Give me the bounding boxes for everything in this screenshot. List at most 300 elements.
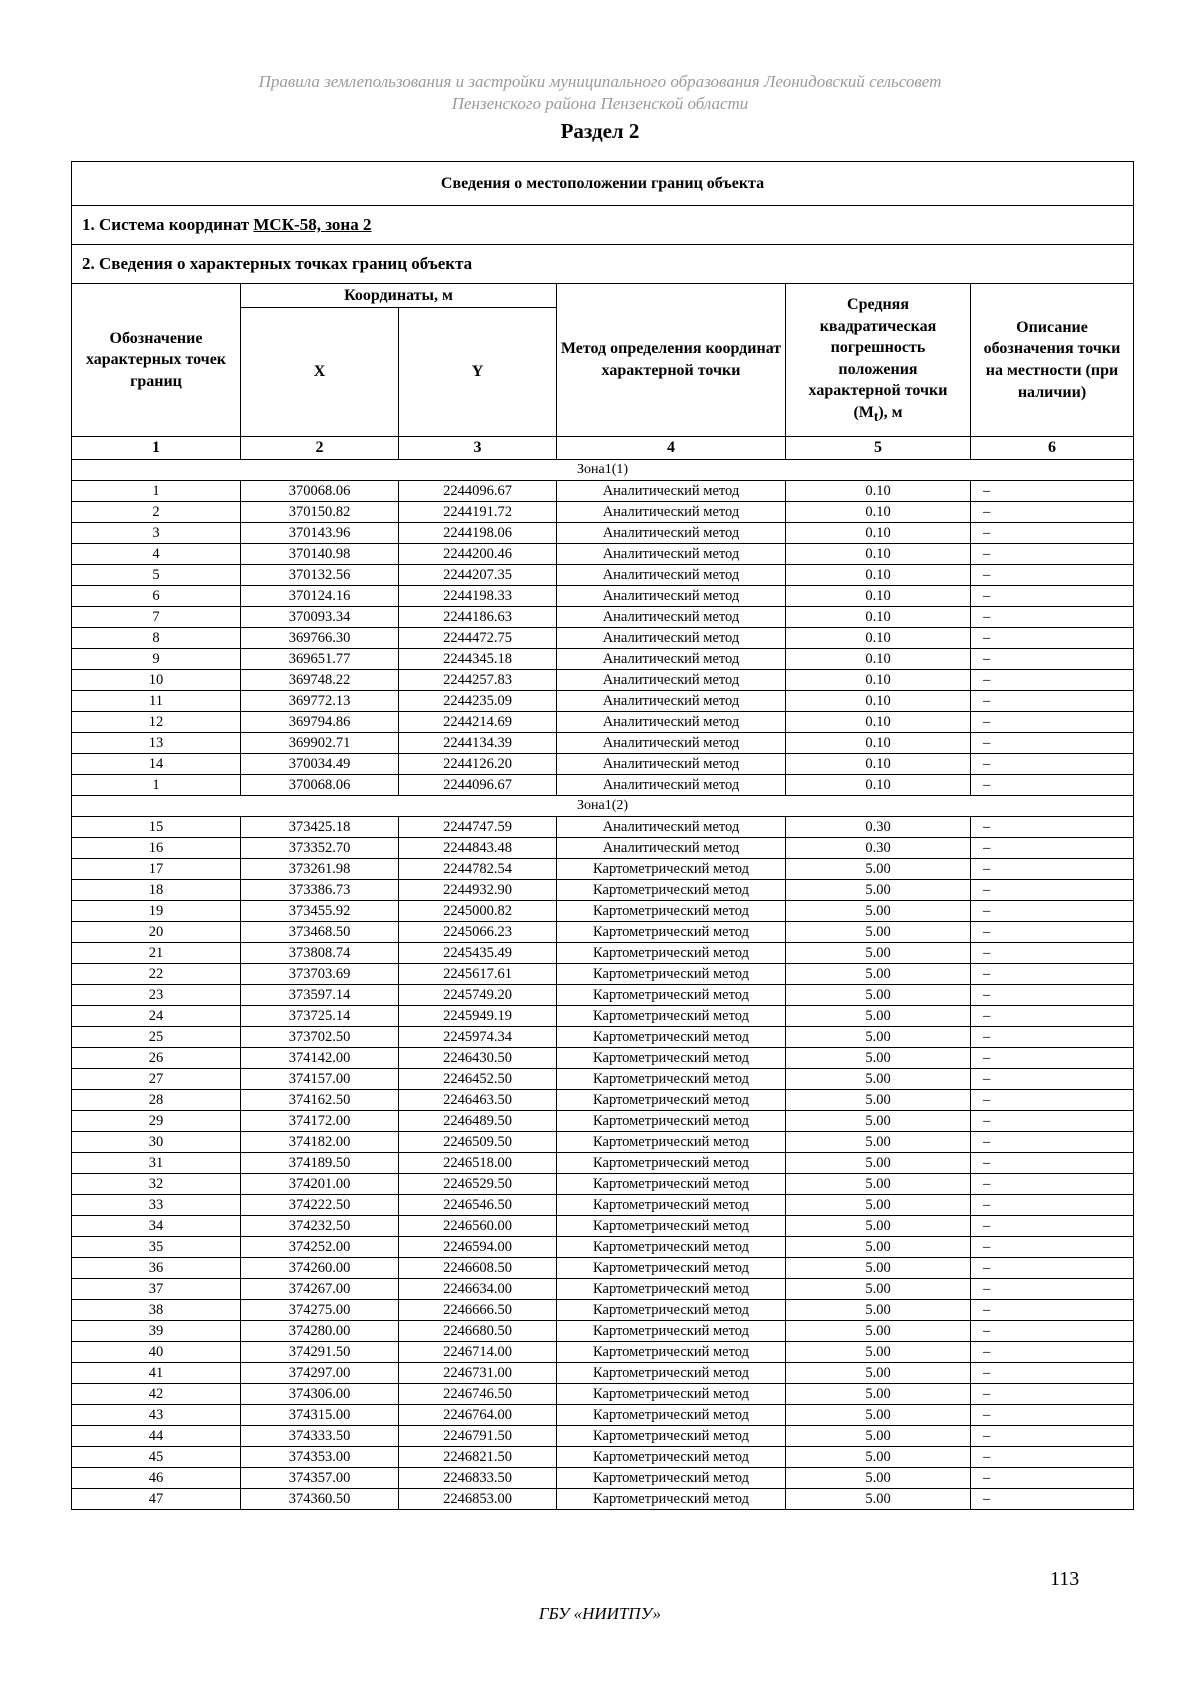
y-cell: 2244932.90 — [399, 880, 557, 901]
method-cell: Картометрический метод — [557, 1027, 786, 1048]
error-cell: 5.00 — [786, 1237, 971, 1258]
table-row — [72, 523, 1134, 544]
x-cell: 374189.50 — [241, 1153, 399, 1174]
point-id-cell: 25 — [72, 1027, 241, 1048]
point-id-cell: 30 — [72, 1132, 241, 1153]
x-cell: 369766.30 — [241, 628, 399, 649]
error-cell: 0.10 — [786, 754, 971, 775]
error-cell: 0.10 — [786, 670, 971, 691]
point-id-cell: 28 — [72, 1090, 241, 1111]
method-cell: Картометрический метод — [557, 1006, 786, 1027]
header-error-subscript: t — [873, 409, 879, 425]
x-cell: 373702.50 — [241, 1027, 399, 1048]
description-cell: – — [971, 1258, 1134, 1279]
point-id-cell: 22 — [72, 964, 241, 985]
description-cell: – — [971, 1447, 1134, 1468]
table-row — [72, 1489, 1134, 1510]
description-cell: – — [971, 880, 1134, 901]
x-cell: 374360.50 — [241, 1489, 399, 1510]
x-cell: 373703.69 — [241, 964, 399, 985]
point-id-cell: 45 — [72, 1447, 241, 1468]
description-cell: – — [971, 1405, 1134, 1426]
error-cell: 0.10 — [786, 481, 971, 502]
method-cell: Картометрический метод — [557, 901, 786, 922]
x-cell: 374252.00 — [241, 1237, 399, 1258]
header-error-text: Средняя квадратическая погрешность положения характерной точки (M — [808, 295, 948, 421]
method-cell: Аналитический метод — [557, 523, 786, 544]
point-id-cell: 47 — [72, 1489, 241, 1510]
description-cell: – — [971, 1321, 1134, 1342]
table-row — [72, 775, 1134, 796]
table-row — [72, 1426, 1134, 1447]
point-id-cell: 7 — [72, 607, 241, 628]
description-cell: – — [971, 712, 1134, 733]
y-cell: 2245974.34 — [399, 1027, 557, 1048]
y-cell: 2244747.59 — [399, 817, 557, 838]
description-cell: – — [971, 1216, 1134, 1237]
point-id-cell: 38 — [72, 1300, 241, 1321]
y-cell: 2245949.19 — [399, 1006, 557, 1027]
x-cell: 373725.14 — [241, 1006, 399, 1027]
y-cell: 2245435.49 — [399, 943, 557, 964]
method-cell: Картометрический метод — [557, 1195, 786, 1216]
description-cell: – — [971, 1237, 1134, 1258]
method-cell: Картометрический метод — [557, 1384, 786, 1405]
error-cell: 0.30 — [786, 817, 971, 838]
x-cell: 373425.18 — [241, 817, 399, 838]
error-cell: 5.00 — [786, 1153, 971, 1174]
point-id-cell: 36 — [72, 1258, 241, 1279]
description-cell: – — [971, 775, 1134, 796]
method-cell: Картометрический метод — [557, 943, 786, 964]
method-cell: Картометрический метод — [557, 1090, 786, 1111]
y-cell: 2244472.75 — [399, 628, 557, 649]
x-cell: 370068.06 — [241, 481, 399, 502]
footer: ГБУ «НИИТПУ» — [538, 1604, 662, 1623]
y-cell: 2246821.50 — [399, 1447, 557, 1468]
x-cell: 374280.00 — [241, 1321, 399, 1342]
y-cell: 2246529.50 — [399, 1174, 557, 1195]
error-cell: 5.00 — [786, 943, 971, 964]
column-number: 3 — [399, 437, 557, 460]
boundary-points-table — [71, 161, 1134, 1510]
error-cell: 5.00 — [786, 1468, 971, 1489]
error-cell: 5.00 — [786, 1006, 971, 1027]
y-cell: 2244191.72 — [399, 502, 557, 523]
point-id-cell: 44 — [72, 1426, 241, 1447]
error-cell: 5.00 — [786, 922, 971, 943]
description-cell: – — [971, 1027, 1134, 1048]
y-cell: 2244257.83 — [399, 670, 557, 691]
y-cell: 2246746.50 — [399, 1384, 557, 1405]
point-id-cell: 5 — [72, 565, 241, 586]
error-cell: 5.00 — [786, 1090, 971, 1111]
point-id-cell: 16 — [72, 838, 241, 859]
x-cell: 370034.49 — [241, 754, 399, 775]
y-cell: 2246430.50 — [399, 1048, 557, 1069]
error-cell: 0.10 — [786, 691, 971, 712]
method-cell: Аналитический метод — [557, 607, 786, 628]
method-cell: Аналитический метод — [557, 754, 786, 775]
zone-row — [72, 796, 1134, 817]
table-row — [72, 565, 1134, 586]
x-cell: 374275.00 — [241, 1300, 399, 1321]
error-cell: 5.00 — [786, 1384, 971, 1405]
point-id-cell: 23 — [72, 985, 241, 1006]
y-cell: 2244126.20 — [399, 754, 557, 775]
x-cell: 373597.14 — [241, 985, 399, 1006]
y-cell: 2244096.67 — [399, 481, 557, 502]
method-cell: Картометрический метод — [557, 1258, 786, 1279]
x-cell: 369794.86 — [241, 712, 399, 733]
y-cell: 2246509.50 — [399, 1132, 557, 1153]
x-cell: 374201.00 — [241, 1174, 399, 1195]
column-number: 4 — [557, 437, 786, 460]
y-cell: 2244235.09 — [399, 691, 557, 712]
table-row — [72, 817, 1134, 838]
x-cell: 374142.00 — [241, 1048, 399, 1069]
method-cell: Картометрический метод — [557, 1153, 786, 1174]
x-cell: 374306.00 — [241, 1384, 399, 1405]
point-id-cell: 4 — [72, 544, 241, 565]
y-cell: 2244096.67 — [399, 775, 557, 796]
description-cell: – — [971, 943, 1134, 964]
x-cell: 374182.00 — [241, 1132, 399, 1153]
x-cell: 370068.06 — [241, 775, 399, 796]
y-cell: 2245749.20 — [399, 985, 557, 1006]
table-row — [72, 607, 1134, 628]
x-cell: 370124.16 — [241, 586, 399, 607]
method-cell: Картометрический метод — [557, 1447, 786, 1468]
table-row — [72, 649, 1134, 670]
method-cell: Аналитический метод — [557, 817, 786, 838]
table-row — [72, 1237, 1134, 1258]
y-cell: 2246452.50 — [399, 1069, 557, 1090]
table-row — [72, 1300, 1134, 1321]
point-id-cell: 18 — [72, 880, 241, 901]
description-cell: – — [971, 1426, 1134, 1447]
description-cell: – — [971, 922, 1134, 943]
point-id-cell: 39 — [72, 1321, 241, 1342]
error-cell: 0.30 — [786, 838, 971, 859]
y-cell: 2244214.69 — [399, 712, 557, 733]
error-cell: 0.10 — [786, 565, 971, 586]
error-cell: 5.00 — [786, 859, 971, 880]
table-row — [72, 733, 1134, 754]
description-cell: – — [971, 901, 1134, 922]
error-cell: 0.10 — [786, 733, 971, 754]
x-cell: 374267.00 — [241, 1279, 399, 1300]
table-row — [72, 502, 1134, 523]
description-cell: – — [971, 1489, 1134, 1510]
table-row — [72, 922, 1134, 943]
method-cell: Картометрический метод — [557, 922, 786, 943]
column-number: 1 — [72, 437, 241, 460]
method-cell: Картометрический метод — [557, 985, 786, 1006]
point-id-cell: 46 — [72, 1468, 241, 1489]
error-cell: 5.00 — [786, 880, 971, 901]
point-id-cell: 40 — [72, 1342, 241, 1363]
point-id-cell: 17 — [72, 859, 241, 880]
error-cell: 5.00 — [786, 1216, 971, 1237]
method-cell: Аналитический метод — [557, 670, 786, 691]
x-cell: 374315.00 — [241, 1405, 399, 1426]
description-cell: – — [971, 733, 1134, 754]
point-id-cell: 19 — [72, 901, 241, 922]
description-cell: – — [971, 649, 1134, 670]
section-title: Раздел 2 — [560, 119, 640, 143]
description-cell: – — [971, 1300, 1134, 1321]
table-row — [72, 1321, 1134, 1342]
table-row — [72, 1342, 1134, 1363]
error-cell: 5.00 — [786, 1426, 971, 1447]
error-cell: 5.00 — [786, 1132, 971, 1153]
description-cell: – — [971, 628, 1134, 649]
point-id-cell: 10 — [72, 670, 241, 691]
point-id-cell: 41 — [72, 1363, 241, 1384]
description-cell: – — [971, 1069, 1134, 1090]
running-header-line-2: Пензенского района Пензенской области — [451, 94, 749, 113]
method-cell: Картометрический метод — [557, 1048, 786, 1069]
coordinate-system-row — [72, 206, 1134, 245]
y-cell: 2245000.82 — [399, 901, 557, 922]
table-row — [72, 586, 1134, 607]
x-cell: 374353.00 — [241, 1447, 399, 1468]
y-cell: 2246463.50 — [399, 1090, 557, 1111]
point-id-cell: 20 — [72, 922, 241, 943]
error-cell: 5.00 — [786, 1174, 971, 1195]
point-id-cell: 37 — [72, 1279, 241, 1300]
description-cell: – — [971, 1090, 1134, 1111]
method-cell: Аналитический метод — [557, 691, 786, 712]
table-row — [72, 481, 1134, 502]
description-cell: – — [971, 1153, 1134, 1174]
method-cell: Картометрический метод — [557, 1237, 786, 1258]
y-cell: 2246546.50 — [399, 1195, 557, 1216]
y-cell: 2244207.35 — [399, 565, 557, 586]
description-cell: – — [971, 586, 1134, 607]
x-cell: 374162.50 — [241, 1090, 399, 1111]
description-cell: – — [971, 1384, 1134, 1405]
error-cell: 5.00 — [786, 1027, 971, 1048]
table-row — [72, 1258, 1134, 1279]
y-cell: 2244186.63 — [399, 607, 557, 628]
table-row — [72, 1153, 1134, 1174]
error-cell: 0.10 — [786, 775, 971, 796]
description-cell: – — [971, 691, 1134, 712]
method-cell: Картометрический метод — [557, 880, 786, 901]
x-cell: 374291.50 — [241, 1342, 399, 1363]
y-cell: 2246560.00 — [399, 1216, 557, 1237]
error-cell: 5.00 — [786, 964, 971, 985]
method-cell: Картометрический метод — [557, 1468, 786, 1489]
point-id-cell: 2 — [72, 502, 241, 523]
error-cell: 5.00 — [786, 1300, 971, 1321]
error-cell: 0.10 — [786, 523, 971, 544]
point-id-cell: 43 — [72, 1405, 241, 1426]
x-cell: 369772.13 — [241, 691, 399, 712]
x-cell: 370132.56 — [241, 565, 399, 586]
table-row — [72, 1447, 1134, 1468]
x-cell: 370093.34 — [241, 607, 399, 628]
x-cell: 374357.00 — [241, 1468, 399, 1489]
error-cell: 5.00 — [786, 1363, 971, 1384]
point-id-cell: 12 — [72, 712, 241, 733]
description-cell: – — [971, 607, 1134, 628]
method-cell: Аналитический метод — [557, 502, 786, 523]
point-id-cell: 35 — [72, 1237, 241, 1258]
y-cell: 2244200.46 — [399, 544, 557, 565]
description-cell: – — [971, 544, 1134, 565]
column-number: 6 — [971, 437, 1134, 460]
y-cell: 2245066.23 — [399, 922, 557, 943]
table-row — [72, 1174, 1134, 1195]
x-cell: 374333.50 — [241, 1426, 399, 1447]
x-cell: 374222.50 — [241, 1195, 399, 1216]
point-id-cell: 31 — [72, 1153, 241, 1174]
error-cell: 5.00 — [786, 1342, 971, 1363]
method-cell: Картометрический метод — [557, 1174, 786, 1195]
error-cell: 5.00 — [786, 1258, 971, 1279]
point-id-cell: 13 — [72, 733, 241, 754]
x-cell: 374172.00 — [241, 1111, 399, 1132]
method-cell: Картометрический метод — [557, 1489, 786, 1510]
x-cell: 369902.71 — [241, 733, 399, 754]
point-id-cell: 42 — [72, 1384, 241, 1405]
x-cell: 369651.77 — [241, 649, 399, 670]
point-id-cell: 8 — [72, 628, 241, 649]
method-cell: Аналитический метод — [557, 733, 786, 754]
table-row — [72, 943, 1134, 964]
table-row — [72, 1006, 1134, 1027]
x-cell: 373468.50 — [241, 922, 399, 943]
table-title: Сведения о местоположении границ объекта — [72, 162, 1134, 206]
point-id-cell: 29 — [72, 1111, 241, 1132]
zone-label: Зона1(1) — [72, 460, 1134, 481]
y-cell: 2246714.00 — [399, 1342, 557, 1363]
point-id-cell: 34 — [72, 1216, 241, 1237]
error-cell: 5.00 — [786, 1321, 971, 1342]
header-description: Описание обозначения точки на местности (при наличии) — [971, 284, 1134, 437]
method-cell: Картометрический метод — [557, 1111, 786, 1132]
table-row — [72, 1279, 1134, 1300]
method-cell: Картометрический метод — [557, 1300, 786, 1321]
description-cell: – — [971, 502, 1134, 523]
y-cell: 2244345.18 — [399, 649, 557, 670]
table-row — [72, 1111, 1134, 1132]
table-row — [72, 754, 1134, 775]
error-cell: 0.10 — [786, 628, 971, 649]
coordinate-system-label: 1. Система координат — [82, 215, 254, 234]
description-cell: – — [971, 859, 1134, 880]
table-row — [72, 544, 1134, 565]
description-cell: – — [971, 838, 1134, 859]
error-cell: 0.10 — [786, 712, 971, 733]
error-cell: 5.00 — [786, 901, 971, 922]
header-method: Метод определения координат характерной точки — [557, 284, 786, 437]
y-cell: 2246594.00 — [399, 1237, 557, 1258]
table-row — [72, 1069, 1134, 1090]
error-cell: 5.00 — [786, 1489, 971, 1510]
method-cell: Картометрический метод — [557, 1321, 786, 1342]
table-row — [72, 1132, 1134, 1153]
table-row — [72, 859, 1134, 880]
table-row — [72, 691, 1134, 712]
error-cell: 5.00 — [786, 1447, 971, 1468]
table-row — [72, 880, 1134, 901]
x-cell: 370143.96 — [241, 523, 399, 544]
point-id-cell: 1 — [72, 481, 241, 502]
description-cell: – — [971, 1342, 1134, 1363]
error-cell: 5.00 — [786, 1195, 971, 1216]
table-row — [72, 670, 1134, 691]
y-cell: 2246791.50 — [399, 1426, 557, 1447]
description-cell: – — [971, 1111, 1134, 1132]
error-cell: 5.00 — [786, 1405, 971, 1426]
coordinate-system-value: МСК-58, зона 2 — [253, 215, 372, 234]
description-cell: – — [971, 1174, 1134, 1195]
table-row — [72, 838, 1134, 859]
x-cell: 374157.00 — [241, 1069, 399, 1090]
table-row — [72, 964, 1134, 985]
error-cell: 5.00 — [786, 1069, 971, 1090]
points-section-title: 2. Сведения о характерных точках границ объекта — [72, 245, 1134, 284]
method-cell: Аналитический метод — [557, 544, 786, 565]
method-cell: Картометрический метод — [557, 1426, 786, 1447]
error-cell: 0.10 — [786, 502, 971, 523]
point-id-cell: 6 — [72, 586, 241, 607]
point-id-cell: 33 — [72, 1195, 241, 1216]
x-cell: 373808.74 — [241, 943, 399, 964]
header-error-tail: ), м — [878, 403, 903, 421]
point-id-cell: 24 — [72, 1006, 241, 1027]
description-cell: – — [971, 817, 1134, 838]
description-cell: – — [971, 523, 1134, 544]
description-cell: – — [971, 964, 1134, 985]
point-id-cell: 1 — [72, 775, 241, 796]
method-cell: Аналитический метод — [557, 775, 786, 796]
point-id-cell: 32 — [72, 1174, 241, 1195]
point-id-cell: 15 — [72, 817, 241, 838]
y-cell: 2246518.00 — [399, 1153, 557, 1174]
x-cell: 373352.70 — [241, 838, 399, 859]
description-cell: – — [971, 565, 1134, 586]
point-id-cell: 14 — [72, 754, 241, 775]
table-row — [72, 1216, 1134, 1237]
zone-row — [72, 460, 1134, 481]
table-row — [72, 1384, 1134, 1405]
description-cell: – — [971, 754, 1134, 775]
method-cell: Картометрический метод — [557, 859, 786, 880]
error-cell: 0.10 — [786, 607, 971, 628]
description-cell: – — [971, 1468, 1134, 1489]
y-cell: 2246608.50 — [399, 1258, 557, 1279]
description-cell: – — [971, 1363, 1134, 1384]
zone-label: Зона1(2) — [72, 796, 1134, 817]
x-cell: 374297.00 — [241, 1363, 399, 1384]
table-row — [72, 901, 1134, 922]
y-cell: 2246853.00 — [399, 1489, 557, 1510]
error-cell: 5.00 — [786, 1111, 971, 1132]
header-x: X — [241, 308, 399, 437]
page-number: 113 — [1050, 1568, 1080, 1590]
x-cell: 373455.92 — [241, 901, 399, 922]
header-coordinates: Координаты, м — [241, 284, 557, 308]
error-cell: 0.10 — [786, 649, 971, 670]
y-cell: 2246634.00 — [399, 1279, 557, 1300]
point-id-cell: 3 — [72, 523, 241, 544]
y-cell: 2246731.00 — [399, 1363, 557, 1384]
